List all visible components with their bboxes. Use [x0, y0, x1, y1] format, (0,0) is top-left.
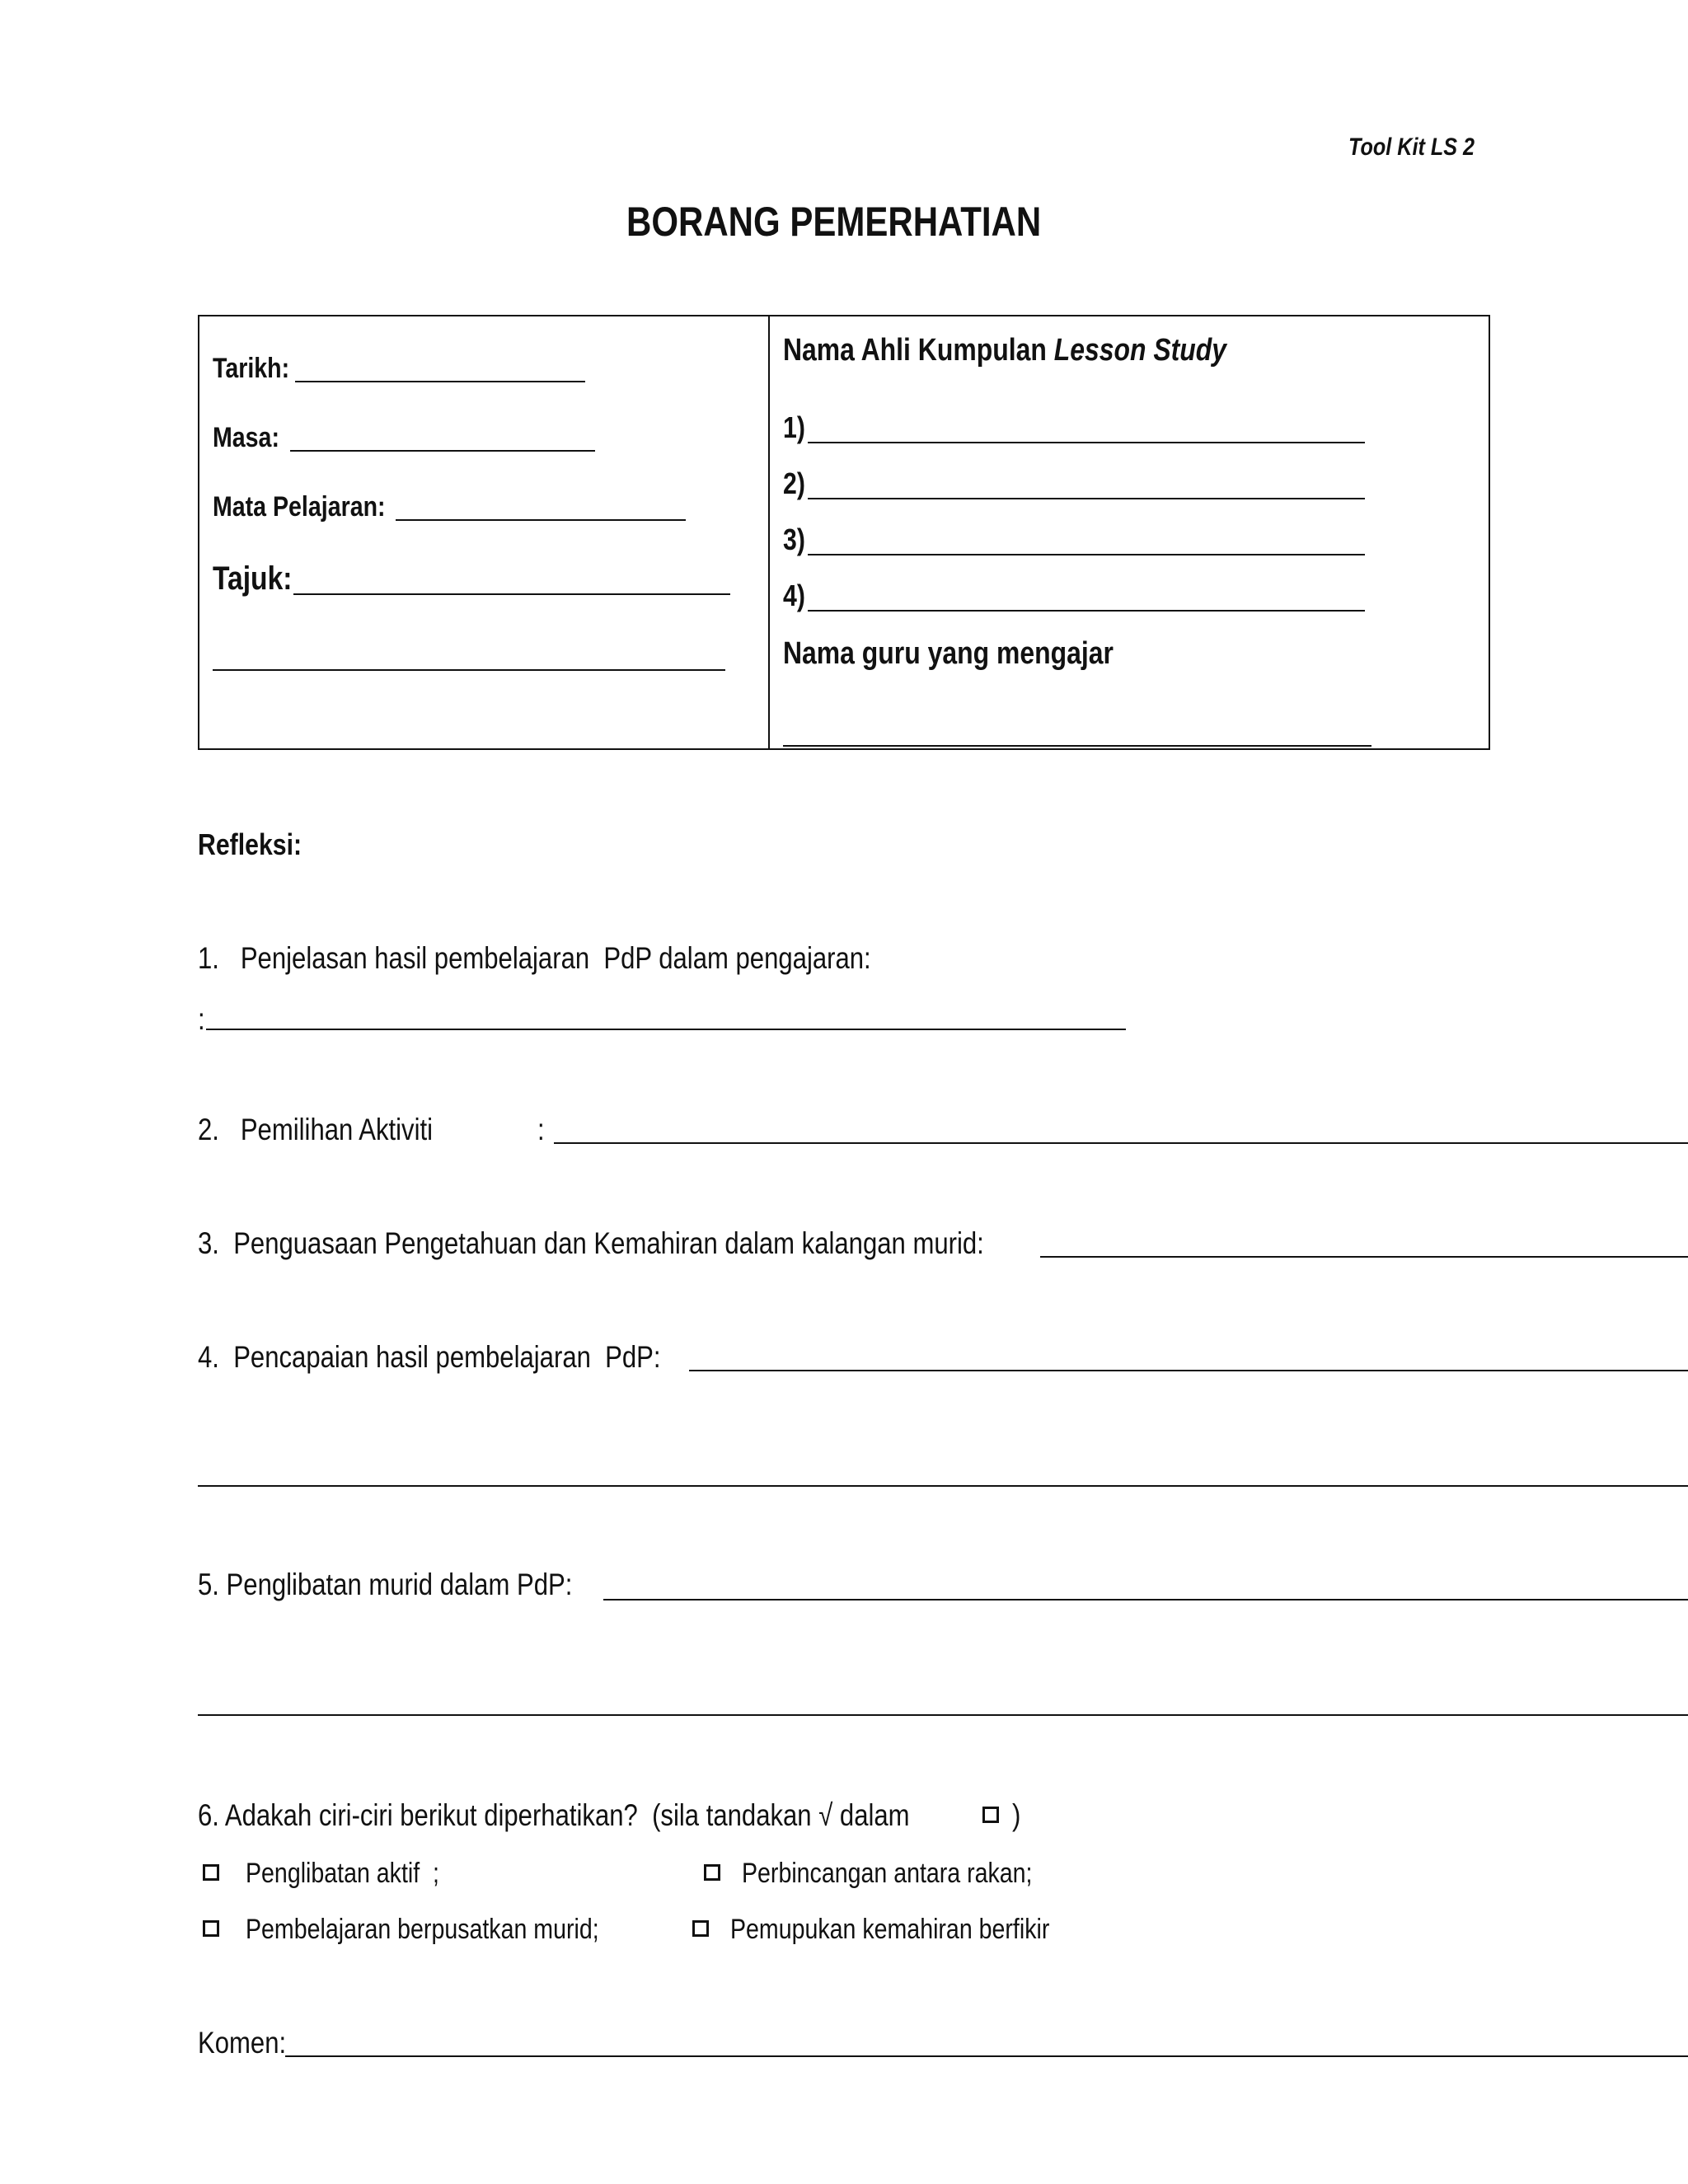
q2-field[interactable] — [554, 1142, 1688, 1144]
member-4-field[interactable] — [808, 610, 1365, 612]
member-2-label: 2) — [783, 466, 805, 500]
guru-label: Nama guru yang mengajar — [783, 636, 1114, 671]
q1-label: 1. Penjelasan hasil pembelajaran PdP dalam pengajaran: — [198, 941, 871, 975]
checkbox-pemupukan-kemahiran-berfikir[interactable] — [692, 1920, 709, 1937]
q3-field[interactable] — [1040, 1256, 1688, 1258]
komen-label: Komen: — [198, 2026, 287, 2060]
refleksi-heading: Refleksi: — [198, 827, 302, 861]
q4-field[interactable] — [689, 1370, 1688, 1371]
q4-field-line-2[interactable] — [198, 1485, 1688, 1487]
q1-colon: : — [198, 1002, 205, 1036]
masa-label: Masa: — [213, 422, 279, 453]
option-perbincangan-rakan: Perbincangan antara rakan; — [742, 1858, 1033, 1889]
member-3-field[interactable] — [808, 554, 1365, 555]
q2-label: 2. Pemilihan Aktiviti — [198, 1113, 434, 1146]
q4-label: 4. Pencapaian hasil pembelajaran PdP: — [198, 1340, 661, 1374]
q6-close-paren: ) — [1012, 1798, 1021, 1832]
ahli-kumpulan-title: Nama Ahli Kumpulan Lesson Study — [783, 333, 1226, 368]
member-1-label: 1) — [783, 410, 805, 444]
info-box-divider — [768, 315, 770, 750]
q5-label: 5. Penglibatan murid dalam PdP: — [198, 1568, 573, 1601]
option-penglibatan-aktif: Penglibatan aktif ; — [246, 1858, 439, 1889]
mata-pelajaran-field[interactable] — [396, 519, 686, 521]
tajuk-label: Tajuk: — [213, 560, 293, 597]
q1-field[interactable] — [206, 1029, 1126, 1030]
q3-label: 3. Penguasaan Pengetahuan dan Kemahiran dalam kalangan murid: — [198, 1226, 984, 1260]
q2-colon: : — [537, 1113, 545, 1146]
checkbox-penglibatan-aktif[interactable] — [203, 1864, 219, 1881]
q6-sample-checkbox-icon — [982, 1807, 999, 1823]
tajuk-field-line-2[interactable] — [213, 669, 725, 671]
member-1-field[interactable] — [808, 442, 1365, 443]
q5-field[interactable] — [603, 1599, 1688, 1601]
member-3-label: 3) — [783, 523, 805, 556]
member-2-field[interactable] — [808, 498, 1365, 499]
checkbox-perbincangan-rakan[interactable] — [704, 1864, 720, 1881]
tajuk-field[interactable] — [293, 593, 730, 595]
q5-field-line-2[interactable] — [198, 1714, 1688, 1716]
masa-field[interactable] — [290, 450, 595, 452]
member-4-label: 4) — [783, 579, 805, 612]
komen-field[interactable] — [285, 2055, 1688, 2057]
mata-pelajaran-label: Mata Pelajaran: — [213, 491, 386, 523]
page-title: BORANG PEMERHATIAN — [626, 199, 1042, 245]
guru-field[interactable] — [783, 745, 1372, 747]
q6-label: 6. Adakah ciri-ciri berikut diperhatikan? (sila tandakan √ dalam — [198, 1798, 910, 1832]
option-pemupukan-kemahiran-berfikir: Pemupukan kemahiran berfikir — [730, 1914, 1050, 1945]
toolkit-label: Tool Kit LS 2 — [1348, 134, 1475, 161]
tarikh-label: Tarikh: — [213, 353, 290, 384]
checkbox-pembelajaran-berpusatkan-murid[interactable] — [203, 1920, 219, 1937]
option-pembelajaran-berpusatkan-murid: Pembelajaran berpusatkan murid; — [246, 1914, 599, 1945]
tarikh-field[interactable] — [295, 381, 585, 382]
